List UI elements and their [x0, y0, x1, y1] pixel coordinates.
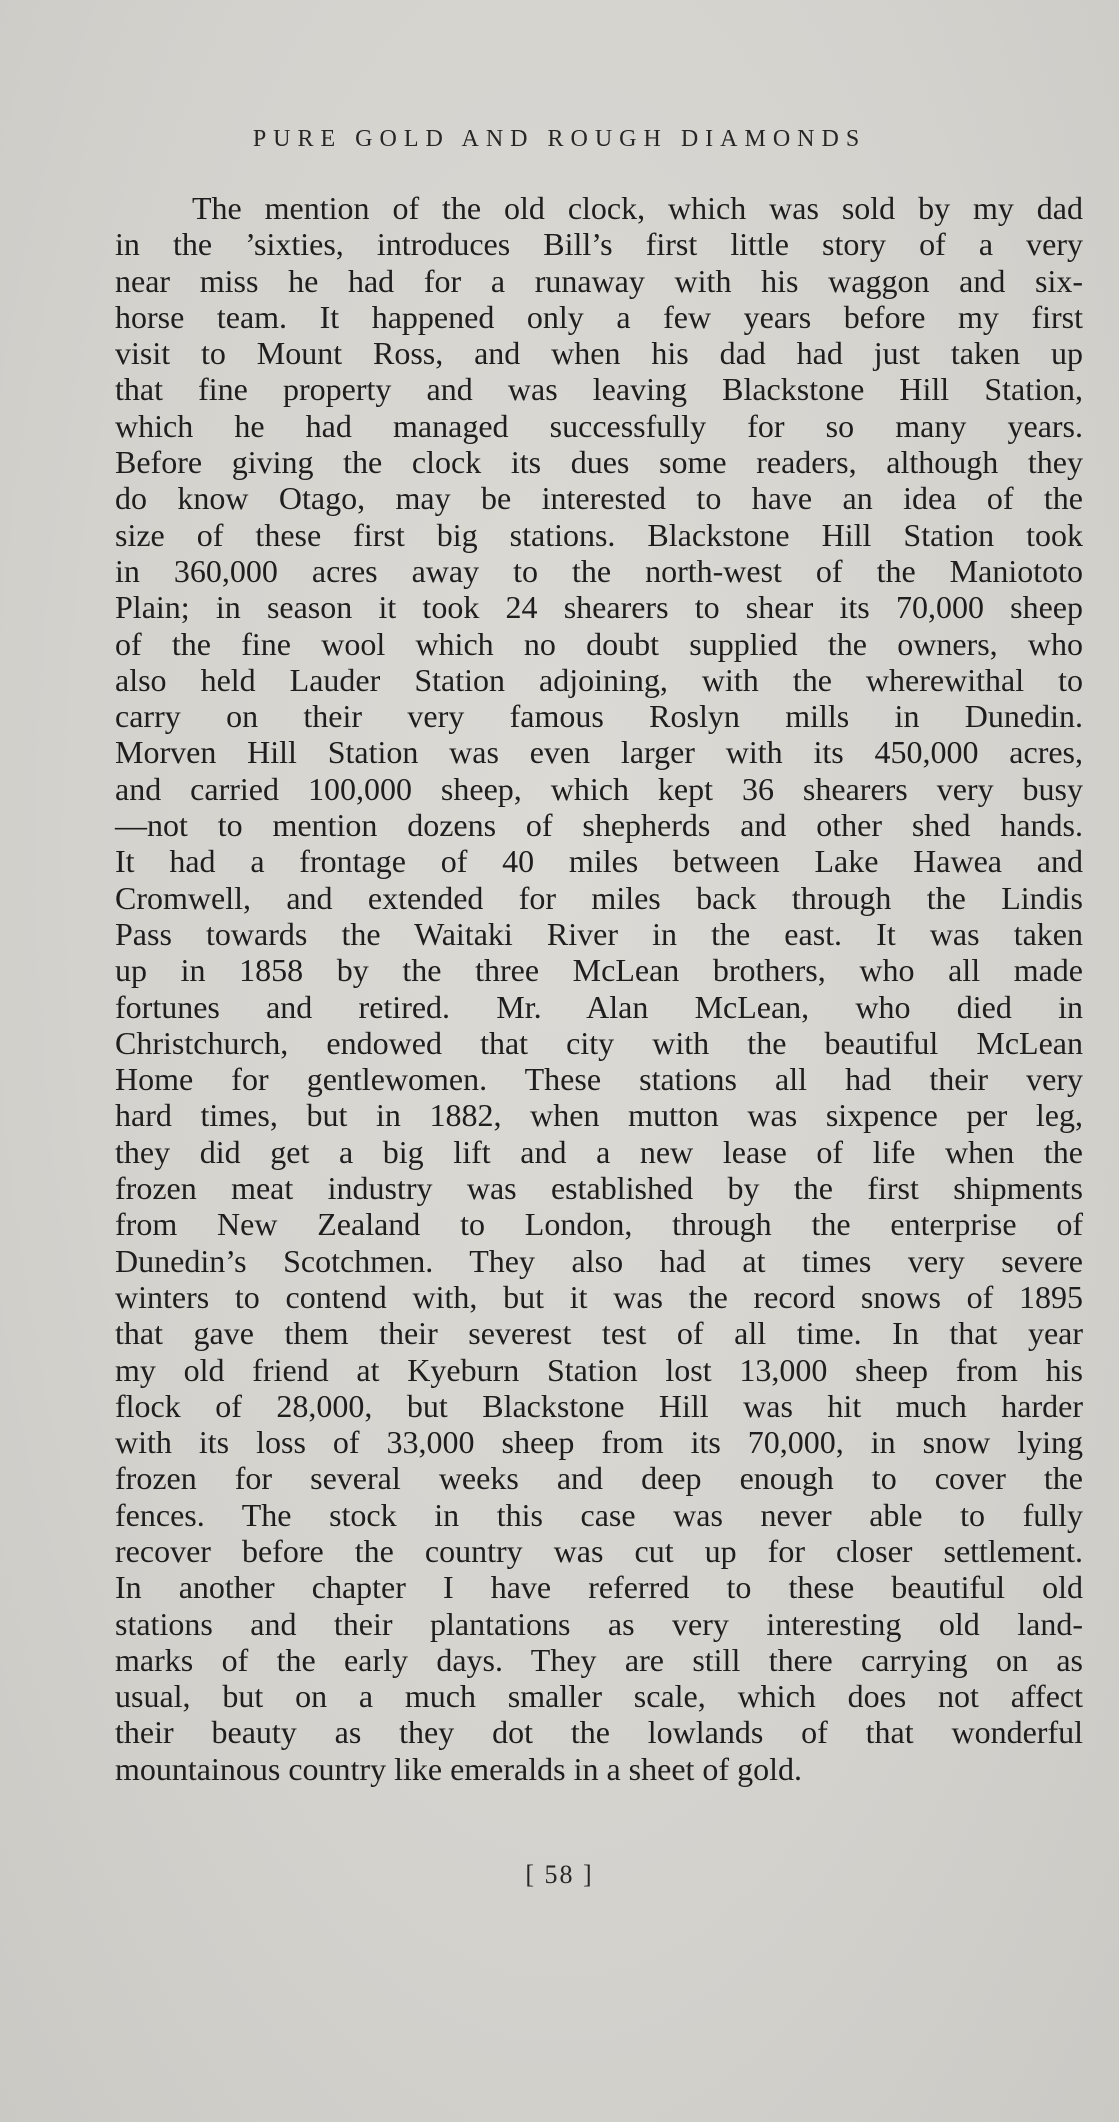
text-line: their beauty as they dot the lowlands of that wonderful [115, 1714, 1083, 1751]
text-line: carry on their very famous Roslyn mills in Dunedin. [115, 698, 1083, 735]
text-line: they did get a big lift and a new lease of life when the [115, 1133, 1083, 1170]
text-line: up in 1858 by the three McLean brothers, who all made [115, 952, 1083, 989]
text-line: Home for gentlewomen. These stations all had their very [115, 1061, 1083, 1098]
text-line: of the fine wool which no doubt supplied the owners, who [115, 625, 1083, 662]
text-line: Plain; in season it took 24 shearers to shear its 70,000 sheep [115, 589, 1083, 626]
text-line: which he had managed successfully for so many years. [115, 407, 1083, 444]
text-line: winters to contend with, but it was the record snows of 1895 [115, 1278, 1083, 1315]
text-line: In another chapter I have referred to these beautiful old [115, 1569, 1083, 1606]
text-line: Morven Hill Station was even larger with its 450,000 acres, [115, 734, 1083, 771]
text-line: in 360,000 acres away to the north-west of the Maniototo [115, 552, 1083, 589]
text-line: recover before the country was cut up for closer settlement. [115, 1532, 1083, 1569]
text-line: also held Lauder Station adjoining, with the wherewithal to [115, 661, 1083, 698]
text-line: that fine property and was leaving Blackstone Hill Station, [115, 371, 1083, 408]
text-line: that gave them their severest test of all time. In that year [115, 1315, 1083, 1352]
text-line: hard times, but in 1882, when mutton was sixpence per leg, [115, 1097, 1083, 1134]
text-line: stations and their plantations as very interesting old land- [115, 1605, 1083, 1642]
page-number: [ 58 ] [525, 1860, 594, 1889]
text-line: It had a frontage of 40 miles between Lake Hawea and [115, 843, 1083, 880]
text-line: do know Otago, may be interested to have an idea of the [115, 480, 1083, 517]
body-paragraph [115, 190, 1083, 1787]
text-line: frozen meat industry was established by the first shipments [115, 1170, 1083, 1207]
running-head: PURE GOLD AND ROUGH DIAMONDS [252, 126, 867, 152]
text-line: Dunedin’s Scotchmen. They also had at times very severe [115, 1242, 1083, 1279]
text-line: Christchurch, endowed that city with the beautiful McLean [115, 1024, 1083, 1061]
text-line: —not to mention dozens of shepherds and other shed hands. [115, 807, 1083, 844]
text-line: with its loss of 33,000 sheep from its 70,000, in snow lying [115, 1424, 1083, 1461]
text-line: horse team. It happened only a few years before my first [115, 298, 1083, 335]
text-line: visit to Mount Ross, and when his dad had just taken up [115, 335, 1083, 372]
text-line: frozen for several weeks and deep enough to cover the [115, 1460, 1083, 1497]
text-line: mountainous country like emeralds in a sheet of gold. [115, 1750, 802, 1787]
text-line: my old friend at Kyeburn Station lost 13,000 sheep from his [115, 1351, 1083, 1388]
text-line: fortunes and retired. Mr. Alan McLean, who died in [115, 988, 1083, 1025]
text-line: in the ’sixties, introduces Bill’s first little story of a very [115, 226, 1083, 263]
text-line: Before giving the clock its dues some readers, although they [115, 444, 1083, 481]
text-line: size of these first big stations. Blackstone Hill Station took [115, 516, 1083, 553]
text-line: marks of the early days. They are still there carrying on as [115, 1641, 1083, 1678]
text-line: usual, but on a much smaller scale, which does not affect [115, 1678, 1083, 1715]
text-line: from New Zealand to London, through the enterprise of [115, 1206, 1083, 1243]
text-line: and carried 100,000 sheep, which kept 36 shearers very busy [115, 770, 1083, 807]
text-line: Cromwell, and extended for miles back through the Lindis [115, 879, 1083, 916]
text-line: The mention of the old clock, which was sold by my dad [192, 190, 1083, 226]
text-line: flock of 28,000, but Blackstone Hill was hit much harder [115, 1387, 1083, 1424]
text-line: fences. The stock in this case was never able to fully [115, 1496, 1083, 1533]
text-line: near miss he had for a runaway with his waggon and six- [115, 262, 1083, 299]
text-line: Pass towards the Waitaki River in the east. It was taken [115, 915, 1083, 952]
